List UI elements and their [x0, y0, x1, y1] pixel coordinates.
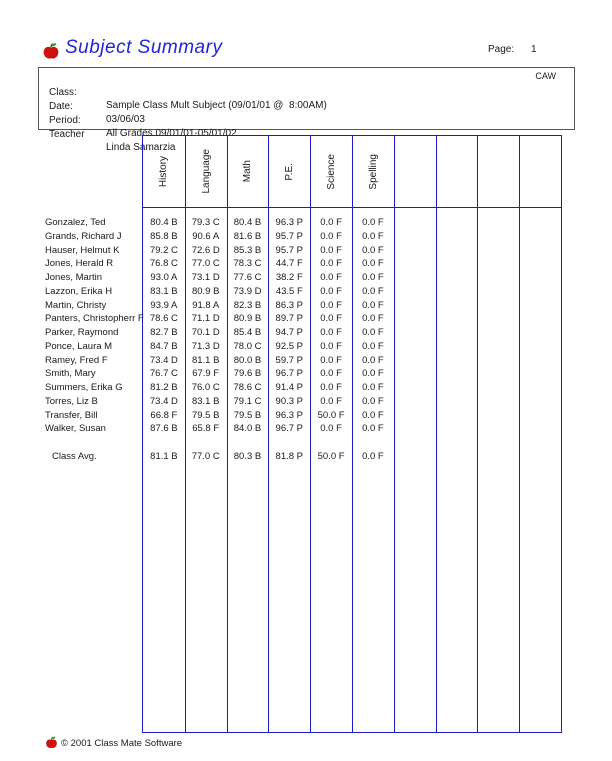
grade-cell: 80.4 B: [150, 217, 178, 228]
grade-cell: 94.7 P: [275, 327, 304, 338]
grade-cell: 0.0 F: [362, 272, 384, 283]
grade-cell: 44.7 F: [275, 258, 303, 270]
grade-cell: 0.0 F: [320, 313, 342, 325]
grade-cell: 0.0 F: [362, 313, 384, 325]
grade-cell: 79.2 C: [149, 244, 178, 256]
grade-cell: 0.0 F: [362, 258, 384, 270]
column-header-cell: [437, 136, 478, 208]
grade-cell: 80.3 B: [233, 451, 262, 462]
grade-cell: 89.7 P: [275, 313, 304, 325]
grade-cell: 96.3 P: [275, 409, 304, 421]
grade-cell: 0.0 F: [320, 423, 342, 435]
grade-column: [268, 136, 310, 732]
student-name: Transfer, Bill: [45, 409, 98, 421]
student-name: Walker, Susan: [45, 423, 106, 435]
grade-cell: 50.0 F: [317, 409, 345, 421]
grade-cell: 83.1 B: [150, 285, 178, 297]
grade-cell: 79.5 B: [191, 409, 220, 421]
grade-cell: 85.3 B: [233, 244, 262, 256]
column-header-label: Language: [200, 149, 212, 194]
grade-cell: 71.3 D: [191, 340, 220, 352]
grade-cell: 91.4 P: [275, 382, 304, 393]
grade-cell: 0.0 F: [362, 340, 384, 352]
student-name: Jones, Herald R: [45, 258, 114, 270]
grade-cell: 43.5 F: [275, 285, 303, 297]
grade-cell: 81.8 P: [275, 451, 304, 462]
grade-cell: 76.0 C: [191, 382, 220, 393]
class-value: Sample Class Mult Subject (09/01/01 @ 8:00AM): [106, 100, 327, 111]
grade-cell: 77.6 C: [233, 272, 262, 283]
grade-cell: 79.6 B: [233, 368, 262, 380]
copyright-text: © 2001 Class Mate Software: [61, 738, 183, 749]
period-value: All Grades 09/01/01-05/01/02: [106, 128, 237, 139]
grade-cell: 67.9 F: [192, 368, 220, 380]
grade-column: [477, 136, 519, 732]
grade-cell: 90.3 P: [275, 395, 304, 407]
grade-cell: 82.7 B: [150, 327, 178, 338]
grade-cell: 38.2 F: [275, 272, 303, 283]
column-header-cell: [228, 136, 269, 208]
column-header-cell: [143, 136, 185, 208]
period-label: Period:: [49, 115, 81, 126]
grade-cell: 78.6 C: [149, 313, 178, 325]
class-label: Class:: [49, 87, 77, 98]
page-count-label: Page:: [488, 44, 515, 55]
column-header-label: History: [158, 155, 170, 188]
grade-cell: 0.0 F: [362, 217, 384, 228]
report-code: CAW: [535, 71, 556, 81]
column-header-label: Math: [242, 160, 254, 183]
student-name: Ramey, Fred F: [45, 354, 108, 366]
grade-cell: 0.0 F: [320, 285, 342, 297]
student-name: Summers, Erika G: [45, 382, 123, 393]
footer-apple-icon: [45, 736, 58, 749]
grade-cell: 0.0 F: [320, 258, 342, 270]
grade-cell: 73.9 D: [233, 285, 262, 297]
grade-cell: 91.8 A: [192, 299, 220, 311]
grade-cell: 0.0 F: [320, 340, 342, 352]
grade-cell: 0.0 F: [362, 327, 384, 338]
grade-cell: 78.6 C: [233, 382, 262, 393]
grade-column: [519, 136, 561, 732]
grade-cell: 96.3 P: [275, 217, 304, 228]
grade-cell: 0.0 F: [320, 272, 342, 283]
grade-cell: 0.0 F: [320, 217, 342, 228]
grade-cell: 70.1 D: [191, 327, 220, 338]
student-name: Martin, Christy: [45, 299, 107, 311]
grade-cell: 0.0 F: [362, 409, 384, 421]
grade-cell: 80.9 B: [191, 285, 220, 297]
grade-column: [310, 136, 352, 732]
grade-cell: 80.4 B: [233, 217, 262, 228]
grade-cell: 80.0 B: [233, 354, 262, 366]
report-info-box: [38, 67, 575, 153]
grade-cell: 72.6 D: [191, 244, 220, 256]
grade-cell: 0.0 F: [320, 244, 342, 256]
grade-cell: 78.3 C: [233, 258, 262, 270]
grade-cell: 81.1 B: [191, 354, 220, 366]
grade-cell: 80.9 B: [233, 313, 262, 325]
grade-cell: 79.3 C: [191, 217, 220, 228]
grade-cell: 0.0 F: [320, 327, 342, 338]
column-header-label: Science: [326, 153, 338, 190]
grade-cell: 0.0 F: [362, 423, 384, 435]
column-header-cell: [186, 136, 227, 208]
grade-cell: 85.8 B: [150, 230, 178, 242]
grade-cell: 73.4 D: [149, 354, 178, 366]
student-name: Ponce, Laura M: [45, 340, 113, 352]
grade-cell: 71.1 D: [191, 313, 220, 325]
grade-cell: 96.7 P: [275, 368, 304, 380]
grade-cell: 93.0 A: [150, 272, 178, 283]
grade-cell: 81.2 B: [150, 382, 178, 393]
grade-cell: 66.8 F: [150, 409, 178, 421]
page-title: Subject Summary: [65, 37, 223, 58]
column-header-cell: [269, 136, 310, 208]
grade-cell: 73.4 D: [149, 395, 178, 407]
grade-cell: 0.0 F: [320, 368, 342, 380]
column-header-cell: [311, 136, 352, 208]
grade-cell: 0.0 F: [320, 299, 342, 311]
student-name: Jones, Martin: [45, 272, 103, 283]
student-name: Grands, Richard J: [45, 230, 122, 242]
grade-cell: 0.0 F: [362, 285, 384, 297]
grade-column: [352, 136, 394, 732]
grade-cell: 81.6 B: [233, 230, 262, 242]
grade-cell: 0.0 F: [362, 354, 384, 366]
grade-cell: 78.0 C: [233, 340, 262, 352]
column-header-cell: [353, 136, 394, 208]
teacher-value: Linda Samarzia: [106, 142, 176, 153]
grade-cell: 0.0 F: [362, 230, 384, 242]
grade-column: [394, 136, 436, 732]
grade-cell: 96.7 P: [275, 423, 304, 435]
grade-cell: 79.5 B: [233, 409, 262, 421]
student-name: Smith, Mary: [45, 368, 96, 380]
student-name: Parker, Raymond: [45, 327, 119, 338]
teacher-label: Teacher: [49, 129, 85, 140]
student-name: Hauser, Helmut K: [45, 244, 120, 256]
grade-cell: 76.8 C: [149, 258, 178, 270]
grade-cell: 84.7 B: [150, 340, 178, 352]
grade-cell: 81.1 B: [150, 451, 178, 462]
apple-logo-icon: [42, 42, 60, 60]
grade-cell: 84.0 B: [233, 423, 262, 435]
grade-cell: 79.1 C: [233, 395, 262, 407]
student-name: Gonzalez, Ted: [45, 217, 106, 228]
page-count-value: 1: [531, 44, 537, 55]
grade-cell: 0.0 F: [320, 354, 342, 366]
grade-cell: 82.3 B: [233, 299, 262, 311]
grade-cell: 0.0 F: [362, 299, 384, 311]
grade-column: [227, 136, 269, 732]
grade-cell: 83.1 B: [191, 395, 220, 407]
grade-cell: 0.0 F: [362, 395, 384, 407]
student-name: Lazzon, Erika H: [45, 285, 113, 297]
grade-column: [143, 136, 185, 732]
grade-column: [185, 136, 227, 732]
date-label: Date:: [49, 101, 73, 112]
grade-cell: 92.5 P: [275, 340, 304, 352]
grade-table: [142, 135, 562, 733]
date-value: 03/06/03: [106, 114, 145, 125]
column-header-cell: [478, 136, 519, 208]
grade-cell: 0.0 F: [362, 368, 384, 380]
grade-cell: 95.7 P: [275, 244, 304, 256]
grade-cell: 93.9 A: [150, 299, 178, 311]
grade-cell: 0.0 F: [320, 382, 342, 393]
grade-column: [436, 136, 478, 732]
grade-cell: 73.1 D: [191, 272, 220, 283]
grade-cell: 0.0 F: [362, 451, 384, 462]
grade-cell: 50.0 F: [317, 451, 345, 462]
grade-cell: 77.0 C: [191, 451, 220, 462]
grade-cell: 0.0 F: [320, 230, 342, 242]
class-average-label: Class Avg.: [52, 451, 97, 462]
grade-cell: 0.0 F: [362, 244, 384, 256]
grade-cell: 95.7 P: [275, 230, 304, 242]
grade-cell: 65.8 F: [192, 423, 220, 435]
grade-cell: 86.3 P: [275, 299, 304, 311]
column-header-cell: [520, 136, 561, 208]
student-name: Torres, Liz B: [45, 395, 98, 407]
grade-cell: 87.6 B: [150, 423, 178, 435]
grade-cell: 90.6 A: [192, 230, 220, 242]
grade-cell: 77.0 C: [191, 258, 220, 270]
grade-cell: 85.4 B: [233, 327, 262, 338]
column-header-label: Spelling: [367, 153, 379, 190]
column-header-cell: [395, 136, 436, 208]
grade-cell: 59.7 P: [275, 354, 304, 366]
grade-cell: 0.0 F: [320, 395, 342, 407]
grade-cell: 0.0 F: [362, 382, 384, 393]
grade-cell: 76.7 C: [149, 368, 178, 380]
student-name: Panters, Christopherr F: [45, 313, 144, 325]
column-header-label: P.E.: [284, 162, 296, 181]
